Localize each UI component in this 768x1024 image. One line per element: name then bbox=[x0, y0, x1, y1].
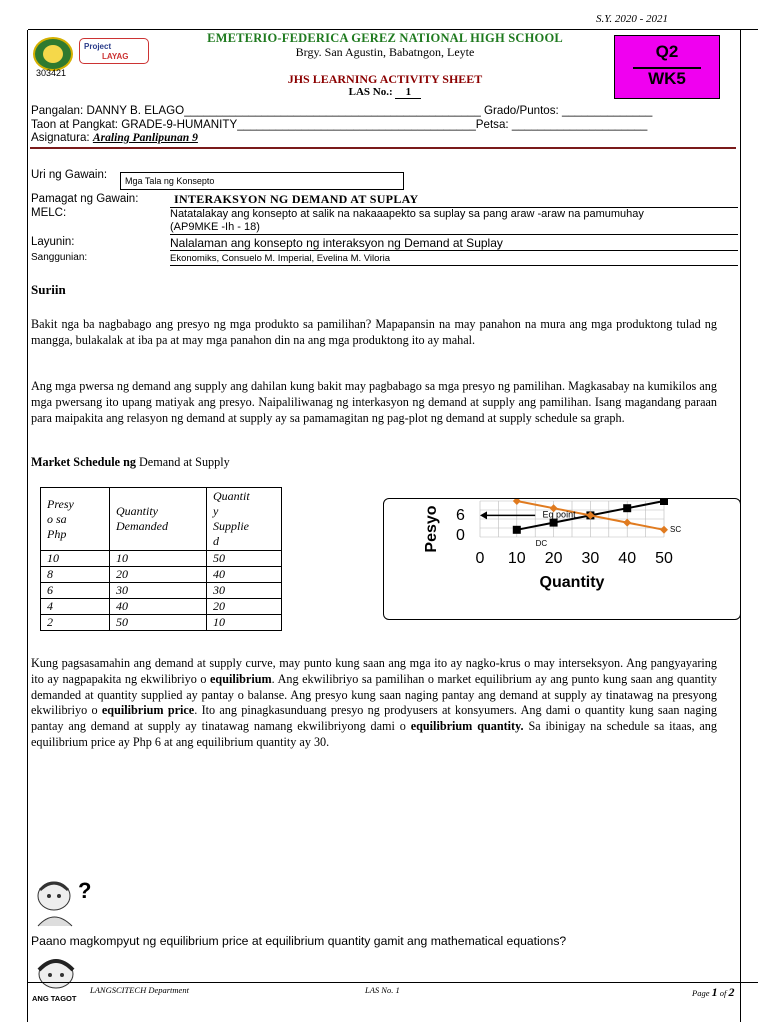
asignatura-row bbox=[31, 131, 198, 144]
eq-point-label: Eq point bbox=[542, 509, 576, 520]
petsa-field[interactable]: _____________________ bbox=[511, 118, 648, 131]
footer-las: LAS No. 1 bbox=[365, 985, 400, 995]
school-address: Brgy. San Agustin, Babatngon, Leyte bbox=[295, 45, 475, 59]
data-point-dc bbox=[550, 519, 558, 527]
table-cell: 40 bbox=[110, 599, 207, 615]
paragraph-2: Ang mga pwersa ng demand ang supply ang dahilan kung bakit may pagbabago sa mga presyo ng pamilihan. Magkasabay na kumikilos ang mga pwersang ito upang matiyak ang presyo. Naipaliliwanag ng interkasyon ng demand at supply ang pamilihan. Isang magandang paraan para maipakita ang relasyon ng demand at supply ay sa pamamagitan ng pag-plot ng demand at supply schedule sa graph. bbox=[31, 379, 717, 425]
page-number: 1 bbox=[711, 985, 718, 999]
x-tick-label: 10 bbox=[507, 550, 526, 567]
table-cell: 50 bbox=[110, 615, 207, 631]
schedule-title-bold: Market Schedule ng bbox=[31, 455, 136, 469]
week-label: WK5 bbox=[648, 69, 686, 88]
mascot-caption: ANG TAGOT bbox=[32, 994, 77, 1003]
sanggunian-value: Ekonomiks, Consuelo M. Imperial, Evelina M. Viloria bbox=[170, 252, 738, 266]
para3-text-a: Kung pagsasamahin ang demand at supply curve, may punto kung saan ang mga ito ay nagko-krus o may interseksyon. Ang pangyayaring ito ay nagpapakita ng ekwilibriyo o bbox=[31, 656, 717, 686]
table-cell: 40 bbox=[207, 567, 282, 583]
grado-field[interactable]: ______________ bbox=[562, 104, 653, 117]
schedule-title-rest: Demand at Supply bbox=[135, 455, 230, 469]
data-point-dc bbox=[623, 504, 631, 512]
table-header-row bbox=[41, 488, 282, 551]
page-prefix: Page bbox=[692, 988, 712, 998]
paragraph-1: Bakit nga ba nagbabago ang presyo ng mga produkto sa pamilihan? Mapapansin na may panahon na mura ang mga produktong tulad ng mangga, bulakalak at iba pa at may mga panahon din na ang mga produktong ito ay mahal. bbox=[31, 317, 717, 347]
project-logo-name: LAYAG bbox=[102, 52, 129, 61]
school-year: S.Y. 2020 - 2021 bbox=[596, 13, 669, 25]
table-row bbox=[41, 599, 282, 615]
paragraph-3 bbox=[31, 656, 717, 751]
section-title-suriin: Suriin bbox=[31, 282, 66, 297]
project-logo-label: Project bbox=[84, 42, 112, 51]
table-cell: 50 bbox=[207, 551, 282, 567]
taon-value[interactable]: GRADE-9-HUMANITY bbox=[121, 118, 238, 131]
school-id: 303421 bbox=[36, 68, 67, 78]
data-point-dc bbox=[660, 499, 668, 505]
para3-text-e: . Ito ang pinagkasunduang presyo ng prodyusers at konsyumers. Ang dami o quantity kung saan naging pantay ang demand at supply ay tinatawag namang ekwilibriyong dami o bbox=[31, 703, 717, 734]
para3-bold-quantity: equilibrium quantity. bbox=[410, 719, 524, 734]
uri-label: Uri ng Gawain: bbox=[31, 169, 108, 181]
table-cell: 20 bbox=[207, 599, 282, 615]
asignatura-label: Asignatura: bbox=[31, 131, 90, 144]
table-cell: 6 bbox=[41, 583, 110, 599]
taon-label: Taon at Pangkat: bbox=[31, 118, 119, 131]
las-label: LAS No.: bbox=[348, 86, 393, 98]
header-cell: Quantity Demanded bbox=[110, 488, 207, 551]
eq-arrow-head bbox=[480, 511, 487, 519]
quarter-week-badge bbox=[614, 35, 720, 99]
x-tick-label: 30 bbox=[581, 550, 600, 567]
x-tick-label: 0 bbox=[475, 550, 485, 567]
school-name: EMETERIO-FEDERICA GEREZ NATIONAL HIGH SCHOOL bbox=[207, 31, 563, 45]
table-cell: 4 bbox=[41, 599, 110, 615]
data-point-dc bbox=[513, 526, 521, 534]
market-schedule-table bbox=[40, 487, 282, 631]
asignatura-value: Araling Panlipunan 9 bbox=[92, 131, 198, 144]
melc-line-1: Natatalakay ang konsepto at salik na nakaaapekto sa suplay sa pang araw -araw na pamumuhay bbox=[170, 208, 644, 220]
series-label-dc: DC bbox=[535, 539, 548, 548]
pamagat-value bbox=[170, 193, 738, 208]
y-axis-label: Pesyo bbox=[423, 505, 440, 553]
x-tick-label: 40 bbox=[618, 550, 637, 567]
para3-bold-price: equilibrium price bbox=[101, 703, 195, 718]
table-row bbox=[41, 583, 282, 599]
table-cell: 10 bbox=[41, 551, 110, 567]
table-row bbox=[41, 551, 282, 567]
las-number bbox=[160, 86, 610, 99]
layunin-value: Nalalaman ang konsepto ng interaksyon ng Demand at Suplay bbox=[170, 237, 738, 251]
header-cell: Quantit y Supplie d bbox=[207, 488, 282, 551]
header-cell: Presy o sa Php bbox=[41, 488, 110, 551]
project-logo bbox=[79, 38, 149, 64]
melc-label: MELC: bbox=[31, 207, 67, 219]
table-row bbox=[41, 567, 282, 583]
las-value: 1 bbox=[395, 86, 421, 99]
taon-row: Taon at Pangkat: GRADE-9-HUMANITY_____________________________________Petsa: _____________________ bbox=[31, 118, 648, 131]
y-tick-label: 6 bbox=[456, 507, 465, 524]
section-divider bbox=[30, 147, 736, 149]
para3-bold-equilibrium: equilibrium bbox=[210, 671, 272, 686]
grado-label: Grado/Puntos: bbox=[484, 104, 559, 117]
melc-line-2: (AP9MKE -Ih - 18) bbox=[170, 221, 260, 233]
pamagat-text: INTERAKSYON NG DEMAND AT SUPLAY bbox=[174, 192, 419, 206]
table-cell: 10 bbox=[110, 551, 207, 567]
para3-text-g: Sa ibinigay na schedule sa itaas, ang equilibrium price ay Php 6 at ang equilibrium quantity ay 30. bbox=[31, 719, 717, 749]
table-row bbox=[41, 615, 282, 631]
para3-text-c: . Ang ekwilibriyo sa pamilihan o market equilibrium ay ang punto kung saan ang quantity demanded at quantity supplied ay pantay o balanse. Ang presyo kung saan naging pantay ang demand at supply ay tinatawag na presyong ekwilibriyo o bbox=[31, 671, 718, 718]
pangalan-label: Pangalan: bbox=[31, 104, 84, 117]
table-cell: 30 bbox=[110, 583, 207, 599]
x-axis-label: Quantity bbox=[539, 574, 605, 591]
data-point-sc bbox=[513, 499, 521, 505]
melc-value bbox=[170, 208, 738, 235]
data-point-sc bbox=[660, 526, 668, 534]
pangalan-value[interactable]: DANNY B. ELAGO bbox=[86, 104, 185, 117]
pamagat-label: Pamagat ng Gawain: bbox=[31, 193, 139, 205]
schedule-title bbox=[31, 455, 230, 470]
footer-page bbox=[692, 985, 734, 1000]
guiding-question: Paano magkompyut ng equilibrium price at equilibrium quantity gamit ang mathematical equations? bbox=[31, 934, 567, 948]
sanggunian-label: Sanggunian: bbox=[31, 252, 88, 263]
school-seal-logo bbox=[33, 37, 73, 71]
table-cell: 20 bbox=[110, 567, 207, 583]
footer-department: LANGSCITECH Department bbox=[90, 985, 189, 995]
quarter-label: Q2 bbox=[655, 42, 679, 61]
table-cell: 2 bbox=[41, 615, 110, 631]
x-tick-label: 20 bbox=[544, 550, 563, 567]
x-tick-label: 50 bbox=[655, 550, 673, 567]
table-cell: 10 bbox=[207, 615, 282, 631]
page-total: 2 bbox=[728, 985, 735, 999]
table-cell: 8 bbox=[41, 567, 110, 583]
table-cell: 30 bbox=[207, 583, 282, 599]
uri-value: Mga Tala ng Konsepto bbox=[120, 172, 404, 190]
series-label-sc: SC bbox=[670, 524, 682, 534]
question-mark: ? bbox=[78, 878, 92, 903]
y-tick-label: 0 bbox=[456, 527, 465, 544]
footer-rule bbox=[28, 982, 758, 983]
sheet-title: JHS LEARNING ACTIVITY SHEET bbox=[287, 72, 483, 86]
layunin-label: Layunin: bbox=[31, 236, 75, 248]
petsa-label: Petsa: bbox=[475, 118, 509, 131]
pangalan-row: Pangalan: DANNY B. ELAGO______________________________________________ Grado/Puntos: ______________ bbox=[31, 104, 653, 117]
supply-demand-chart bbox=[383, 498, 741, 620]
chart-svg bbox=[384, 499, 740, 619]
page-of: of bbox=[717, 988, 729, 998]
data-point-sc bbox=[623, 519, 631, 527]
